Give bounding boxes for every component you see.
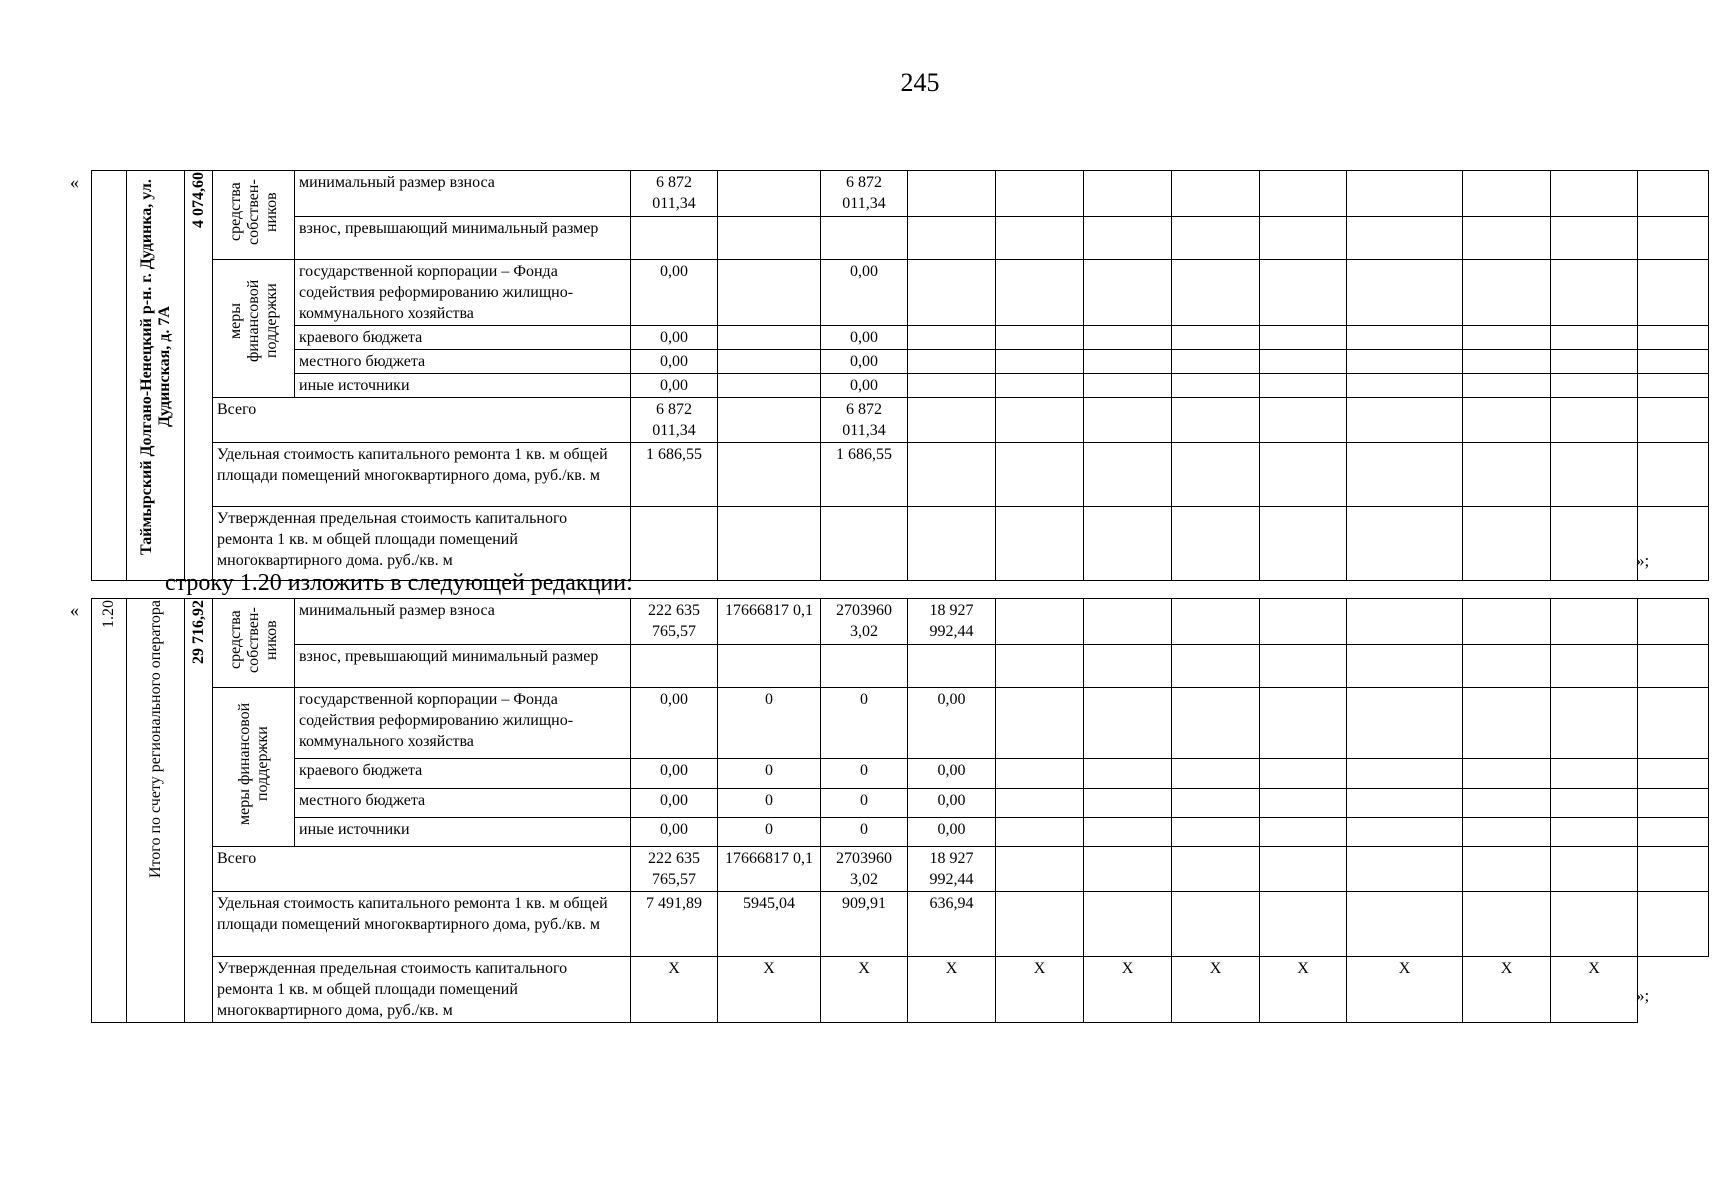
value-cell: 5945,04 [718, 892, 821, 957]
x-mark-cell: Х [1260, 957, 1347, 1023]
support-group-cell [213, 688, 295, 847]
row-label: государственной корпорации – Фонда содействия реформированию жилищно-коммунального хозяйства [295, 688, 631, 759]
table-row [92, 847, 1709, 892]
value-cell [718, 443, 821, 507]
value-cell: 0 [821, 817, 908, 846]
value-cell: 636,94 [908, 892, 996, 957]
area-text: 29 716,92 [189, 600, 207, 664]
table-row [92, 171, 1709, 217]
value-cell: 18 927 992,44 [908, 847, 996, 892]
table-row [92, 892, 1709, 957]
address-text: Таймырский Долгано-Ненецкий р-н. г. Дудинка, ул. Дудинская, д. 7А [137, 179, 173, 555]
x-mark-cell: Х [631, 957, 718, 1023]
support-group-label: меры финансовой поддержки [226, 279, 280, 363]
table-row [92, 216, 1709, 260]
row-label: местного бюджета [295, 788, 631, 817]
title-cell [127, 599, 185, 1023]
x-mark-cell: Х [1347, 957, 1463, 1023]
row-label: взнос, превышающий минимальный размер [295, 216, 631, 260]
value-cell: 0,00 [631, 374, 718, 398]
row-label: Всего [213, 847, 631, 892]
owners-group-cell [213, 171, 295, 260]
value-cell: 6 872 011,34 [821, 171, 908, 217]
value-cell [718, 374, 821, 398]
value-cell: 0 [718, 759, 821, 788]
x-mark-cell: Х [996, 957, 1084, 1023]
row-label: государственной корпорации – Фонда содействия реформированию жилищно-коммунального хозяйства [295, 260, 631, 326]
value-cell: 0 [821, 688, 908, 759]
table-row [92, 443, 1709, 507]
value-cell: 0,00 [821, 350, 908, 374]
value-cell: 18 927 992,44 [908, 599, 996, 645]
table-row [92, 398, 1709, 443]
open-quote-2: « [70, 600, 79, 620]
value-cell: 0 [718, 817, 821, 846]
value-cell: 0 [718, 688, 821, 759]
value-cell: 0 [718, 788, 821, 817]
support-group-cell [213, 260, 295, 398]
x-mark-cell: Х [1551, 957, 1638, 1023]
table-row [92, 507, 1709, 581]
table-row [92, 957, 1709, 1023]
value-cell: 17666817 0,1 [718, 599, 821, 645]
value-cell [718, 326, 821, 350]
row-label: местного бюджета [295, 350, 631, 374]
open-quote-1: « [70, 172, 79, 192]
table-regional-operator-total [91, 598, 1709, 1023]
row-label: Утвержденная предельная стоимость капитального ремонта 1 кв. м общей площади помещений многоквартирного дома. руб./кв. м [213, 507, 631, 581]
row-label: взнос, превышающий минимальный размер [295, 644, 631, 688]
value-cell: 2703960 3,02 [821, 599, 908, 645]
value-cell [718, 350, 821, 374]
x-mark-cell: Х [1084, 957, 1172, 1023]
table-row [92, 759, 1709, 788]
x-mark-cell: Х [821, 957, 908, 1023]
row-title: Итого по счету регионального оператора [146, 600, 164, 879]
value-cell: 2703960 3,02 [821, 847, 908, 892]
value-cell [718, 260, 821, 326]
value-cell: 909,91 [821, 892, 908, 957]
value-cell: 0,00 [631, 688, 718, 759]
table-building-7a [91, 170, 1709, 581]
area-cell [185, 599, 213, 1023]
value-cell: 0,00 [631, 759, 718, 788]
value-cell: 6 872 011,34 [631, 398, 718, 443]
table-row [92, 644, 1709, 688]
value-cell: 1 686,55 [631, 443, 718, 507]
table-row [92, 326, 1709, 350]
close-mark-1: »; [1636, 551, 1650, 570]
table-row [92, 374, 1709, 398]
value-cell: 0,00 [631, 260, 718, 326]
value-cell: 0,00 [631, 326, 718, 350]
value-cell: 6 872 011,34 [631, 171, 718, 217]
amendment-caption: строку 1.20 изложить в следующей редакции: [165, 570, 633, 596]
row-number-cell [92, 599, 127, 1023]
table-row [92, 788, 1709, 817]
value-cell: 0 [821, 759, 908, 788]
row-number-cell [92, 171, 127, 581]
support-group-label: меры финансовой поддержки [235, 702, 271, 826]
value-cell: 0,00 [908, 788, 996, 817]
value-cell: 222 635 765,57 [631, 599, 718, 645]
row-number: 1.20 [100, 600, 117, 628]
owners-group-label: средства собствен-ников [226, 179, 280, 245]
value-cell: 6 872 011,34 [821, 398, 908, 443]
value-cell: 0,00 [821, 374, 908, 398]
value-cell: 0,00 [821, 260, 908, 326]
row-label: краевого бюджета [295, 326, 631, 350]
value-cell: 0,00 [908, 817, 996, 846]
table-row [92, 817, 1709, 846]
owners-group-label: средства собствен-ников [226, 607, 280, 673]
value-cell: 0,00 [631, 817, 718, 846]
value-cell: 1 686,55 [821, 443, 908, 507]
value-cell [718, 171, 821, 217]
table-row [92, 260, 1709, 326]
x-mark-cell: Х [908, 957, 996, 1023]
row-label: минимальный размер взноса [295, 171, 631, 217]
x-mark-cell: Х [718, 957, 821, 1023]
table-row [92, 688, 1709, 759]
row-label: Удельная стоимость капитального ремонта 1 кв. м общей площади помещений многоквартирного дома, руб./кв. м [213, 892, 631, 957]
value-cell: 7 491,89 [631, 892, 718, 957]
row-label: минимальный размер взноса [295, 599, 631, 645]
value-cell [718, 398, 821, 443]
page-number: 245 [900, 68, 940, 97]
table-row [92, 350, 1709, 374]
value-cell: 0,00 [631, 788, 718, 817]
row-label: Удельная стоимость капитального ремонта 1 кв. м общей площади помещений многоквартирного дома, руб./кв. м [213, 443, 631, 507]
value-cell: 0 [821, 788, 908, 817]
value-cell: 0,00 [631, 350, 718, 374]
row-label: краевого бюджета [295, 759, 631, 788]
value-cell: 0,00 [908, 759, 996, 788]
value-cell: 222 635 765,57 [631, 847, 718, 892]
row-label: иные источники [295, 817, 631, 846]
owners-group-cell [213, 599, 295, 688]
value-cell: 0,00 [821, 326, 908, 350]
area-text: 4 074,60 [189, 172, 207, 228]
row-label: иные источники [295, 374, 631, 398]
row-label: Всего [213, 398, 631, 443]
value-cell: 17666817 0,1 [718, 847, 821, 892]
area-cell [185, 171, 213, 581]
table-row [92, 599, 1709, 645]
x-mark-cell: Х [1172, 957, 1260, 1023]
row-label: Утвержденная предельная стоимость капитального ремонта 1 кв. м общей площади помещений многоквартирного дома, руб./кв. м [213, 957, 631, 1023]
address-cell [127, 171, 185, 581]
value-cell: 0,00 [908, 688, 996, 759]
x-mark-cell: Х [1463, 957, 1551, 1023]
close-mark-2: »; [1636, 986, 1650, 1005]
